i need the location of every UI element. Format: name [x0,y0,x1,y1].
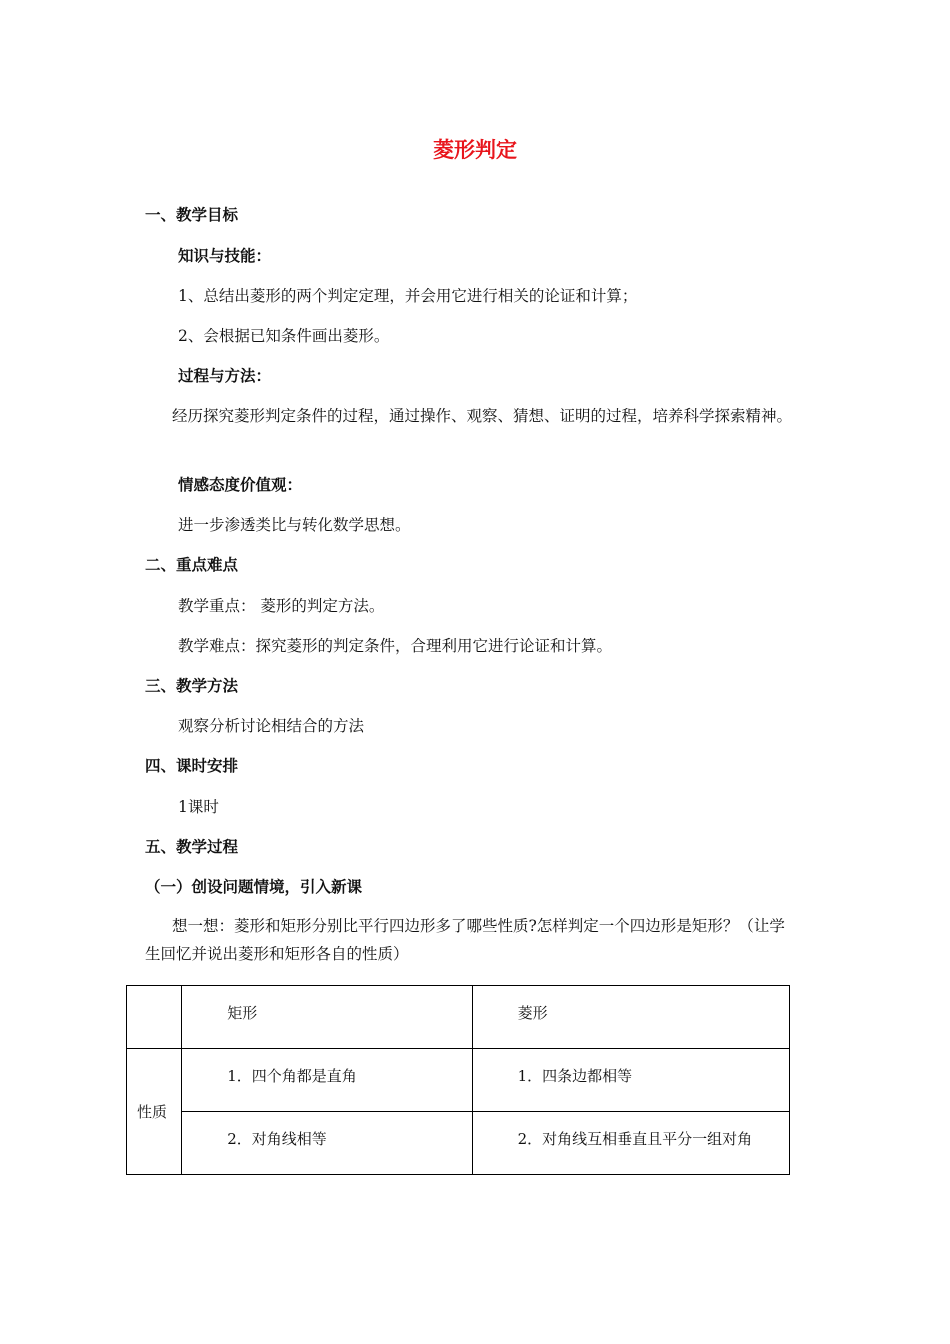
table-cell: 2．对角线互相垂直且平分一组对角 [472,1112,789,1175]
method-text: 观察分析讨论相结合的方法 [178,717,365,735]
table-cell: 1．四条边都相等 [472,1049,789,1112]
schedule-text: 1课时 [178,798,219,816]
table-row-label: 性质 [127,1049,182,1175]
subheading-attitude: 情感态度价值观： [178,476,303,494]
section-heading-method: 三、教学方法 [145,677,239,695]
knowledge-item-2: 2、会根据已知条件画出菱形。 [178,327,390,345]
page-title: 菱形判定 [433,138,517,162]
table-header-row [127,986,790,1049]
table-row [127,1049,790,1112]
key-point-text: 教学重点： 菱形的判定方法。 [178,597,385,615]
table-header-rectangle: 矩形 [182,986,472,1049]
table-corner-cell [127,986,182,1049]
subheading-intro: （一）创设问题情境，引入新课 [145,878,363,896]
subheading-process: 过程与方法： [178,367,272,385]
knowledge-item-1: 1、总结出菱形的两个判定定理，并会用它进行相关的论证和计算； [178,287,638,305]
intro-paragraph: 想一想：菱形和矩形分别比平行四边形多了哪些性质?怎样判定一个四边形是矩形？（让学生回忆并说出菱形和矩形各自的性质） [145,917,785,963]
attitude-text: 进一步渗透类比与转化数学思想。 [178,516,411,534]
section-heading-objectives: 一、教学目标 [145,206,239,224]
table-header-rhombus: 菱形 [472,986,789,1049]
section-heading-schedule: 四、课时安排 [145,757,239,775]
table-cell: 2．对角线相等 [182,1112,472,1175]
subheading-knowledge: 知识与技能： [178,247,272,265]
properties-table [126,985,790,1175]
table-row [127,1112,790,1175]
section-heading-process: 五、教学过程 [145,838,239,856]
process-paragraph: 经历探究菱形判定条件的过程，通过操作、观察、猜想、证明的过程，培养科学探索精神。 [172,407,793,425]
difficulty-text: 教学难点：探究菱形的判定条件，合理利用它进行论证和计算。 [178,637,613,655]
table-cell: 1．四个角都是直角 [182,1049,472,1112]
section-heading-key-points: 二、重点难点 [145,556,239,574]
